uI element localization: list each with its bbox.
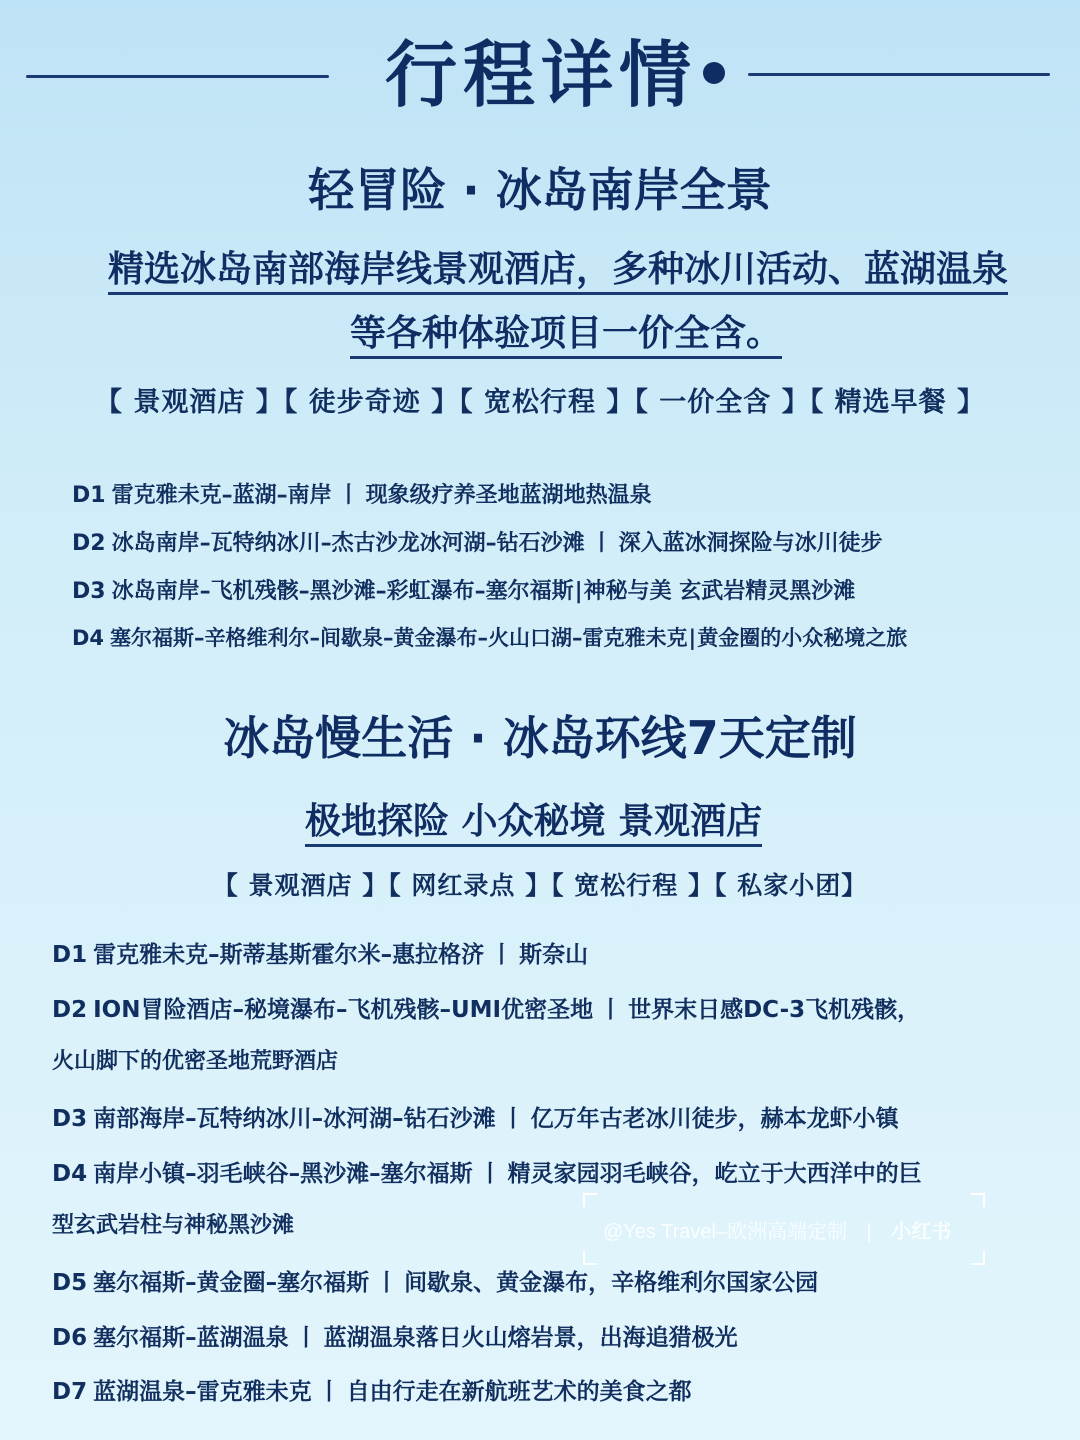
trip1-tags: 【 景观酒店 】【 徒步奇迹 】【 宽松行程 】【 一价全含 】【 精选早餐 】 — [95, 387, 985, 418]
trip1-subtitle-line1: 精选冰岛南部海岸线景观酒店，多种冰川活动、蓝湖温泉 — [108, 248, 1008, 295]
trip2-day-d2: D2 ION冒险酒店–秘境瀑布–飞机残骸–UMI优密圣地 丨 世界末日感DC-3飞机残骸， — [52, 997, 921, 1023]
trip2-day-d2-cont: 火山脚下的优密圣地荒野酒店 — [52, 1049, 339, 1074]
header-rule-left — [26, 75, 329, 78]
trip2-tags: 【 景观酒店 】【 网红录点 】【 宽松行程 】【 私家小团】 — [212, 871, 868, 900]
watermark-handle: @Yes Travel–欧洲高端定制 — [603, 1221, 848, 1243]
trip2-title: 冰岛慢生活 · 冰岛环线7天定制 — [223, 711, 857, 765]
trip1-day-d3: D3 冰岛南岸–飞机残骸–黑沙滩–彩虹瀑布–塞尔福斯|神秘与美 玄武岩精灵黑沙滩 — [72, 579, 856, 604]
trip2-day-d3: D3 南部海岸–瓦特纳冰川–冰河湖–钻石沙滩 丨 亿万年古老冰川徒步，赫本龙虾小镇 — [52, 1106, 899, 1132]
page-title: 行程详情 — [385, 33, 698, 117]
trip1-day-d1: D1 雷克雅未克–蓝湖–南岸 丨 现象级疗养圣地蓝湖地热温泉 — [72, 483, 652, 508]
trip2-day-d5: D5 塞尔福斯–黄金圈–塞尔福斯 丨 间歇泉、黄金瀑布，辛格维利尔国家公园 — [52, 1270, 819, 1296]
trip1-subtitle-line2: 等各种体验项目一价全含。 — [350, 312, 782, 359]
trip2-subtitle: 极地探险 小众秘境 景观酒店 — [305, 800, 762, 847]
trip2-day-d4: D4 南岸小镇–羽毛峡谷–黑沙滩–塞尔福斯 丨 精灵家园羽毛峡谷，屹立于大西洋中的巨 — [52, 1161, 922, 1187]
trip1-day-d4: D4 塞尔福斯–辛格维利尔–间歇泉–黄金瀑布–火山口湖–雷克雅未克|黄金圈的小众秘境之旅 — [72, 626, 908, 650]
watermark-separator: | — [866, 1221, 872, 1243]
trip2-day-d4-cont: 型玄武岩柱与神秘黑沙滩 — [52, 1213, 295, 1238]
title-dot — [703, 62, 725, 84]
trip2-day-d6: D6 塞尔福斯–蓝湖温泉 丨 蓝湖温泉落日火山熔岩景，出海追猎极光 — [52, 1325, 738, 1351]
trip1-day-d2: D2 冰岛南岸–瓦特纳冰川–杰古沙龙冰河湖–钻石沙滩 丨 深入蓝冰洞探险与冰川徒步 — [72, 531, 883, 556]
watermark — [583, 1193, 985, 1265]
watermark-brand-logo: 小红书 — [891, 1219, 952, 1243]
trip2-day-d7: D7 蓝湖温泉–雷克雅未克 丨 自由行走在新航班艺术的美食之都 — [52, 1379, 692, 1405]
header-rule-right — [748, 73, 1050, 76]
trip2-day-d1: D1 雷克雅未克–斯蒂基斯霍尔米–惠拉格济 丨 斯奈山 — [52, 942, 589, 968]
trip1-title: 轻冒险 · 冰岛南岸全景 — [308, 163, 772, 217]
